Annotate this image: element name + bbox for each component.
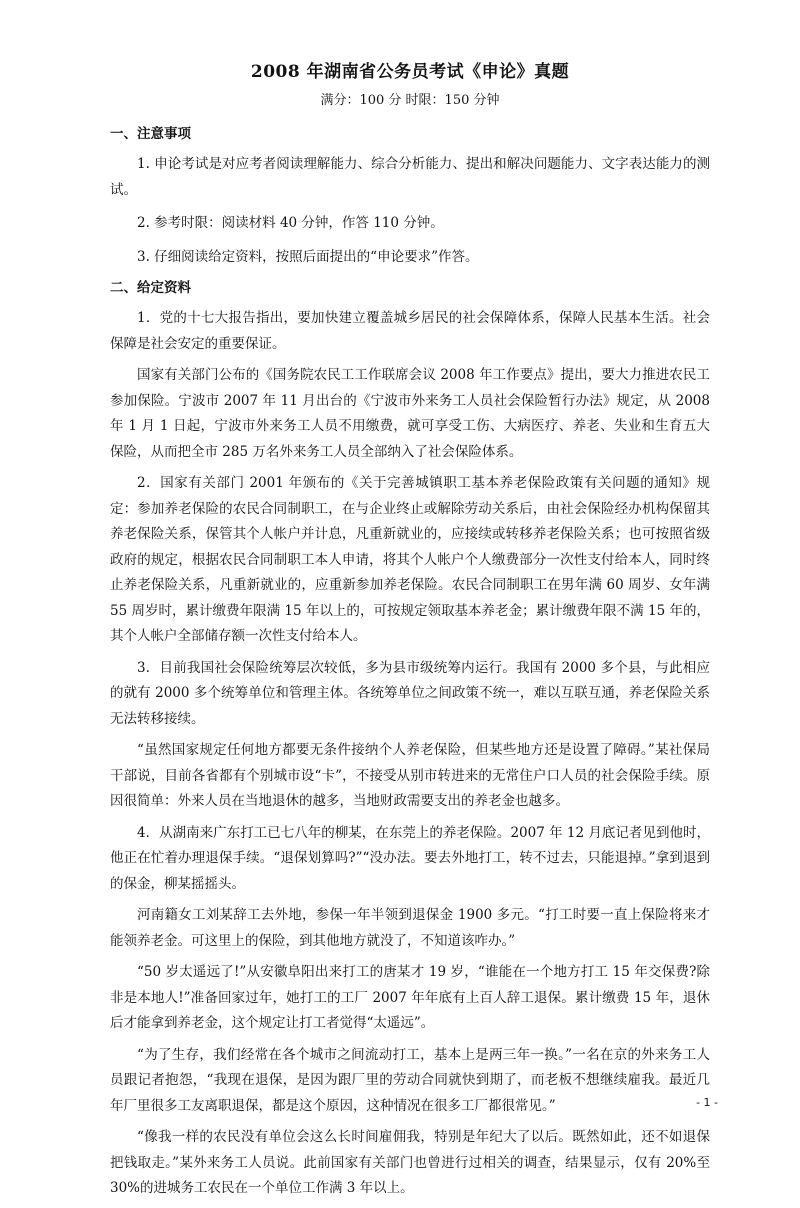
note-item: 1. 申论考试是对应考者阅读理解能力、综合分析能力、提出和解决问题能力、文字表达能力的测试。: [110, 156, 710, 198]
material-paragraph: “虽然国家规定任何地方都要无条件接纳个人养老保险，但某些地方还是设置了障碍。”某社保局干部说，目前各省都有个别城市设“卡”，不接受从别市转进来的无常住户口人员的社会保险手续。原因很简单：外来人员在当地退休的越多，当地财政需要支出的养老金也越多。: [110, 742, 710, 809]
section-heading-notes: 一、注意事项: [110, 126, 191, 142]
note-item: 3. 仔细阅读给定资料，按照后面提出的“申论要求”作答。: [137, 248, 479, 265]
material-paragraph: “为了生存，我们经常在各个城市之间流动打工，基本上是两三年一换。”一名在京的外来务工人员跟记者抱怨，“我现在退保，是因为跟厂里的劳动合同就快到期了，而老板不想继续雇我。最近几年厂里很多工友离职退保，都是这个原因，这种情况在很多工厂都很常见。”: [110, 1046, 710, 1114]
note-item: 2. 参考时限：阅读材料 40 分钟，作答 110 分钟。: [137, 215, 444, 231]
material-paragraph: 2．国家有关部门 2001 年颁布的《关于完善城镇职工基本养老保险政策有关问题的通知》规定：参加养老保险的农民合同制职工，在与企业终止或解除劳动关系后，由社会保险经办机构保留其养老保险关系，保管其个人帐户并计息，凡重新就业的，应接续或转移养老保险关系；也可按照省级政府的规定，根据农民合同制职工本人申请，将其个人帐户个人缴费部分一次性支付给本人，同时终止养老保险关系，凡重新就业的，应重新参加养老保险。农民合同制职工在男年满 60 周岁、女年满 55 周岁时，累计缴费年限满 15 年以上的，可按规定领取基本养老金；累计缴费年限不满 15 年的，其个人帐户全部储存额一次性支付给本人。: [110, 475, 710, 644]
material-paragraph: 河南籍女工刘某辞工去外地，参保一年半领到退保金 1900 多元。“打工时要一直上保险将来才能领养老金。可这里上的保险，到其他地方就没了，不知道该咋办。”: [110, 907, 710, 949]
document-title: 2008 年湖南省公务员考试《申论》真题: [250, 62, 570, 82]
material-paragraph: 4．从湖南来广东打工已七八年的柳某，在东莞上的养老保险。2007 年 12 月底记者见到他时，他正在忙着办理退保手续。“退保划算吗?”“没办法。要去外地打工，转不过去，只能退掉。”拿到退到的保金，柳某摇摇头。: [110, 824, 710, 892]
document-page: [110, 60, 710, 1208]
section-heading-materials: 二、给定资料: [110, 280, 191, 296]
material-paragraph: “50 岁太遥远了!”从安徽阜阳出来打工的唐某才 19 岁，“谁能在一个地方打工 15 年交保费?除非是本地人!”准备回家过年，她打工的工厂 2007 年年底有上百人辞工退保。累计缴费 15 年，退休后才能拿到养老金，这个规定让打工者觉得“太遥远”。: [110, 964, 710, 1031]
material-paragraph: 1．党的十七大报告指出，要加快建立覆盖城乡居民的社会保障体系，保障人民基本生活。社会保障是社会安定的重要保证。: [110, 310, 710, 352]
material-paragraph: 国家有关部门公布的《国务院农民工工作联席会议 2008 年工作要点》提出，要大力推进农民工参加保险。宁波市 2007 年 11 月出台的《宁波市外来务工人员社会保险暂行办法》规定，从 2008 年 1 月 1 日起，宁波市外来务工人员不用缴费，就可享受工伤、大病医疗、养老、失业和生育五大保险，从而把全市 285 万名外来务工人员全部纳入了社会保险体系。: [110, 367, 710, 460]
material-paragraph: “像我一样的农民没有单位会这么长时间雇佣我，特别是年纪大了以后。既然如此，还不如退保把钱取走。”某外来务工人员说。此前国家有关部门也曾进行过相关的调查，结果显示，仅有 20%至 30%的进城务工农民在一个单位工作满 3 年以上。: [110, 1129, 710, 1196]
page-number: - 1 -: [696, 1096, 718, 1109]
material-paragraph: 3．目前我国社会保险统筹层次较低，多为县市级统筹内运行。我国有 2000 多个县，与此相应的就有 2000 多个统筹单位和管理主体。各统筹单位之间政策不统一，难以互联互通，养老保险关系无法转移接续。: [110, 659, 710, 727]
document-subtitle: 满分：100 分 时限：150 分钟: [320, 93, 500, 108]
